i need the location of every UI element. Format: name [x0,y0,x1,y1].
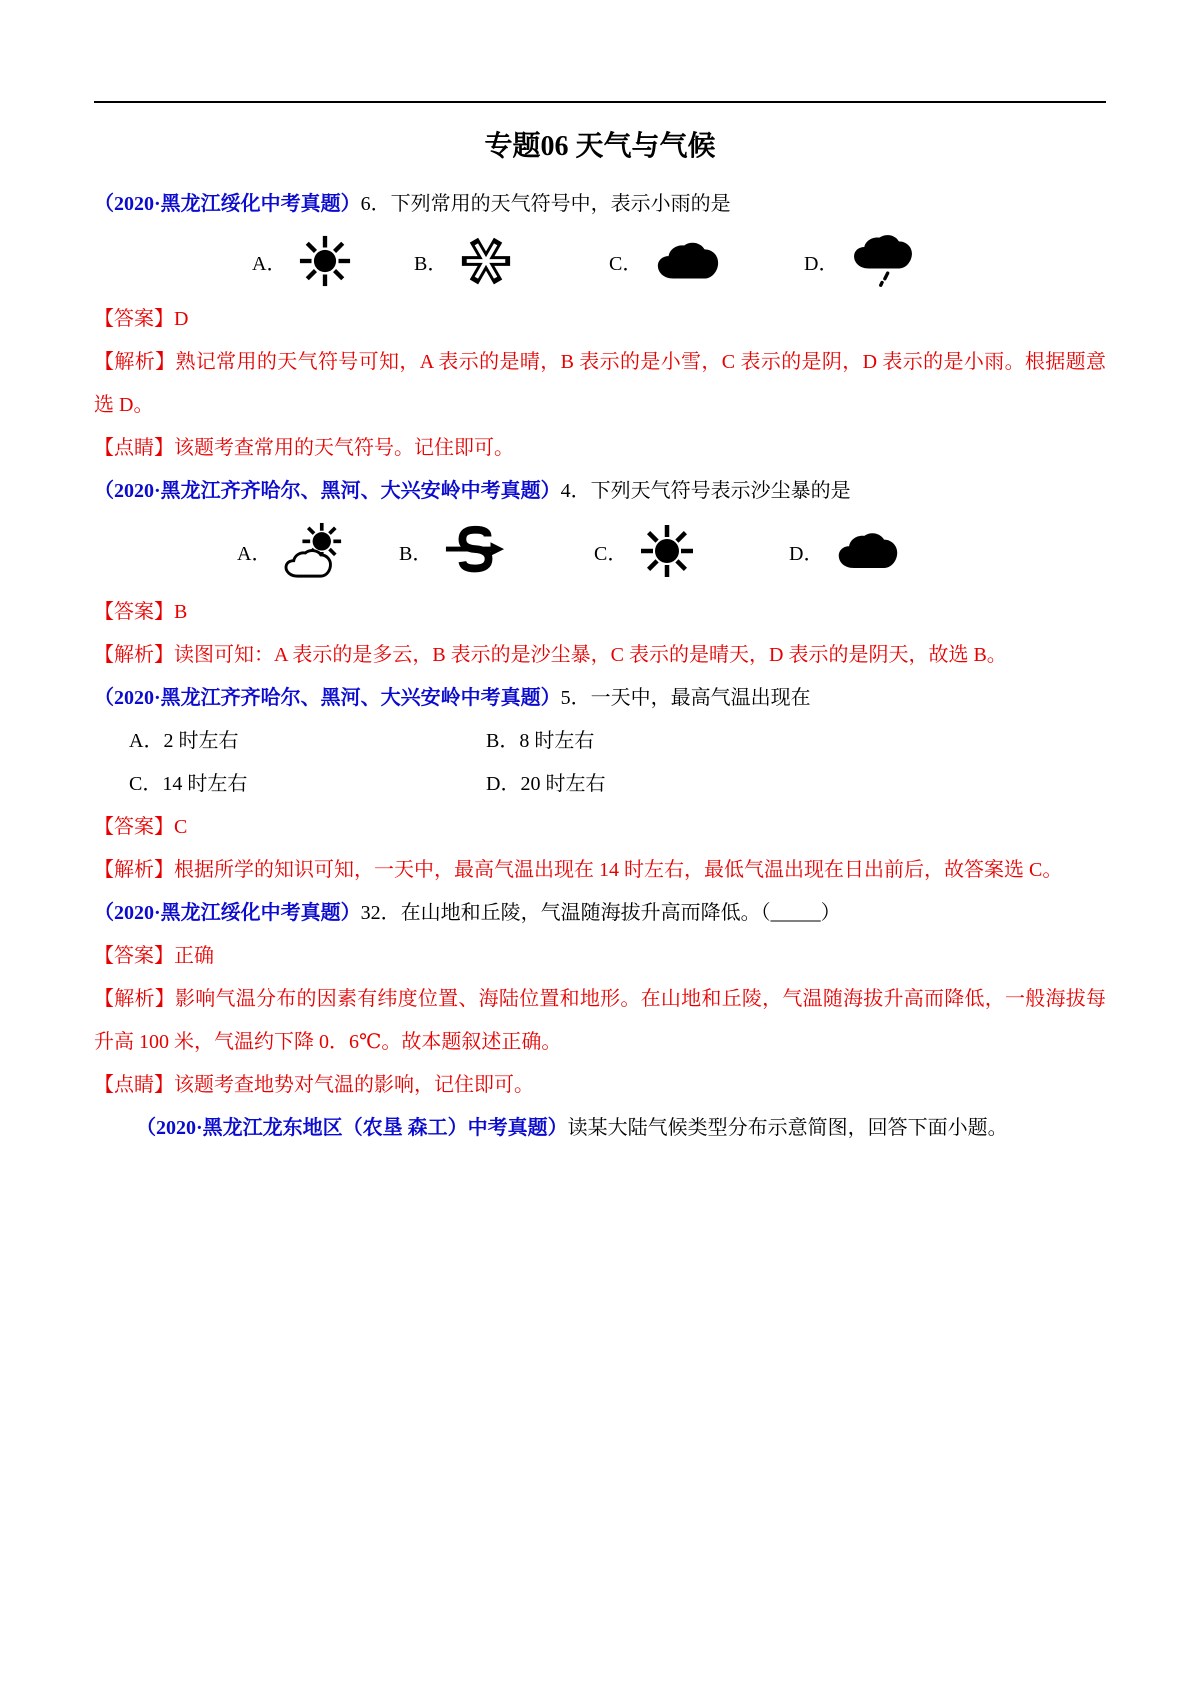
q3-answer-line [94,806,1106,849]
q1-answer: D [174,308,189,330]
q1-option-c [609,228,722,294]
q2-option-c [594,515,695,587]
q3-stem: 5．一天中，最高气温出现在 [560,687,811,709]
q1-source: （2020·黑龙江绥化中考真题） [94,193,361,215]
q1-option-a [252,228,352,294]
q3-option-d: D．20 时左右 [486,773,606,795]
q3-analysis-line [94,849,1106,892]
q1-options [94,228,1106,294]
q2-stem-line [94,470,1106,513]
q5-stem: 读某大陆气候类型分布示意简图，回答下面小题。 [567,1117,1008,1139]
q1-answer-label: 【答案】 [94,308,174,330]
q3-analysis-label: 【解析】 [94,859,174,881]
sandstorm-icon [444,525,506,577]
q5-intro-line [94,1107,1106,1150]
light-rain-icon [850,233,916,289]
q4-answer-label: 【答案】 [94,945,174,967]
light-snow-icon [459,234,513,288]
q1-analysis: 熟记常用的天气符号可知，A 表示的是晴，B 表示的是小雪，C 表示的是阴，D 表示的是小雨。根据题意选 D。 [94,351,1106,416]
q3-option-c: C．14 时左右 [129,773,248,795]
q1-option-d-label: D． [804,252,839,275]
q2-option-b-label: B． [399,542,433,565]
q2-option-d-label: D． [789,542,824,565]
q2-option-b [399,515,506,587]
sunny-icon [639,523,695,579]
page-title: 专题06 天气与气候 [484,131,716,162]
top-rule [94,101,1106,103]
q2-answer-label: 【答案】 [94,601,174,623]
q4-tip-line [94,1064,1106,1107]
q2-option-a-label: A． [237,542,272,565]
partly-cloudy-icon [283,522,347,580]
q4-analysis-label: 【解析】 [94,988,175,1010]
q2-stem: 4．下列天气符号表示沙尘暴的是 [560,480,851,502]
q1-tip: 该题考查常用的天气符号。记住即可。 [174,437,514,459]
q1-tip-line [94,427,1106,470]
document-page [94,0,1106,1150]
q4-stem-line [94,892,1106,935]
q2-option-a [237,515,347,587]
q4-source: （2020·黑龙江绥化中考真题） [94,902,361,924]
q1-option-b-label: B． [414,252,448,275]
q2-option-c-label: C． [594,542,628,565]
q2-analysis: 读图可知：A 表示的是多云，B 表示的是沙尘暴，C 表示的是晴天，D 表示的是阴天，故选 B。 [174,644,1007,666]
q4-answer-line [94,935,1106,978]
q3-answer-label: 【答案】 [94,816,174,838]
q1-option-a-label: A． [252,252,287,275]
q4-analysis: 影响气温分布的因素有纬度位置、海陆位置和地形。在山地和丘陵，气温随海拔升高而降低，一般海拔每升高 100 米，气温约下降 0．6℃。故本题叙述正确。 [94,988,1107,1053]
q2-analysis-line [94,634,1106,677]
q1-stem: 6．下列常用的天气符号中，表示小雨的是 [360,193,731,215]
q2-source: （2020·黑龙江齐齐哈尔、黑河、大兴安岭中考真题） [94,480,561,502]
q2-options [94,515,1106,587]
q2-answer: B [174,601,188,623]
q3-source: （2020·黑龙江齐齐哈尔、黑河、大兴安岭中考真题） [94,687,561,709]
q2-answer-line [94,591,1106,634]
q3-answer: C [174,816,188,838]
q2-analysis-label: 【解析】 [94,644,174,666]
q4-stem: 32．在山地和丘陵，气温随海拔升高而降低。（_____） [360,902,841,924]
q1-option-b [414,228,513,294]
q4-tip-label: 【点睛】 [94,1074,174,1096]
q3-analysis: 根据所学的知识可知，一天中，最高气温出现在 14 时左右，最低气温出现在日出前后，故答案选 C。 [174,859,1063,881]
q1-option-c-label: C． [609,252,643,275]
q1-tip-label: 【点睛】 [94,437,174,459]
q3-option-a: A．2 时左右 [129,730,239,752]
q3-option-b: B．8 时左右 [486,730,595,752]
q1-answer-line [94,298,1106,341]
overcast-icon [835,528,901,574]
q5-source: （2020·黑龙江龙东地区（农垦 森工）中考真题） [136,1117,568,1139]
sunny-icon [298,234,352,288]
q2-option-d [789,515,901,587]
q1-analysis-label: 【解析】 [94,351,176,373]
q4-answer: 正确 [174,945,214,967]
q4-tip: 该题考查地势对气温的影响，记住即可。 [174,1074,534,1096]
q1-stem-line [94,183,1106,226]
q3-options [94,720,1106,806]
q3-stem-line [94,677,1106,720]
q4-analysis-line [94,978,1106,1064]
q1-option-d [804,228,916,294]
overcast-icon [654,239,722,283]
q1-analysis-line [94,341,1106,427]
